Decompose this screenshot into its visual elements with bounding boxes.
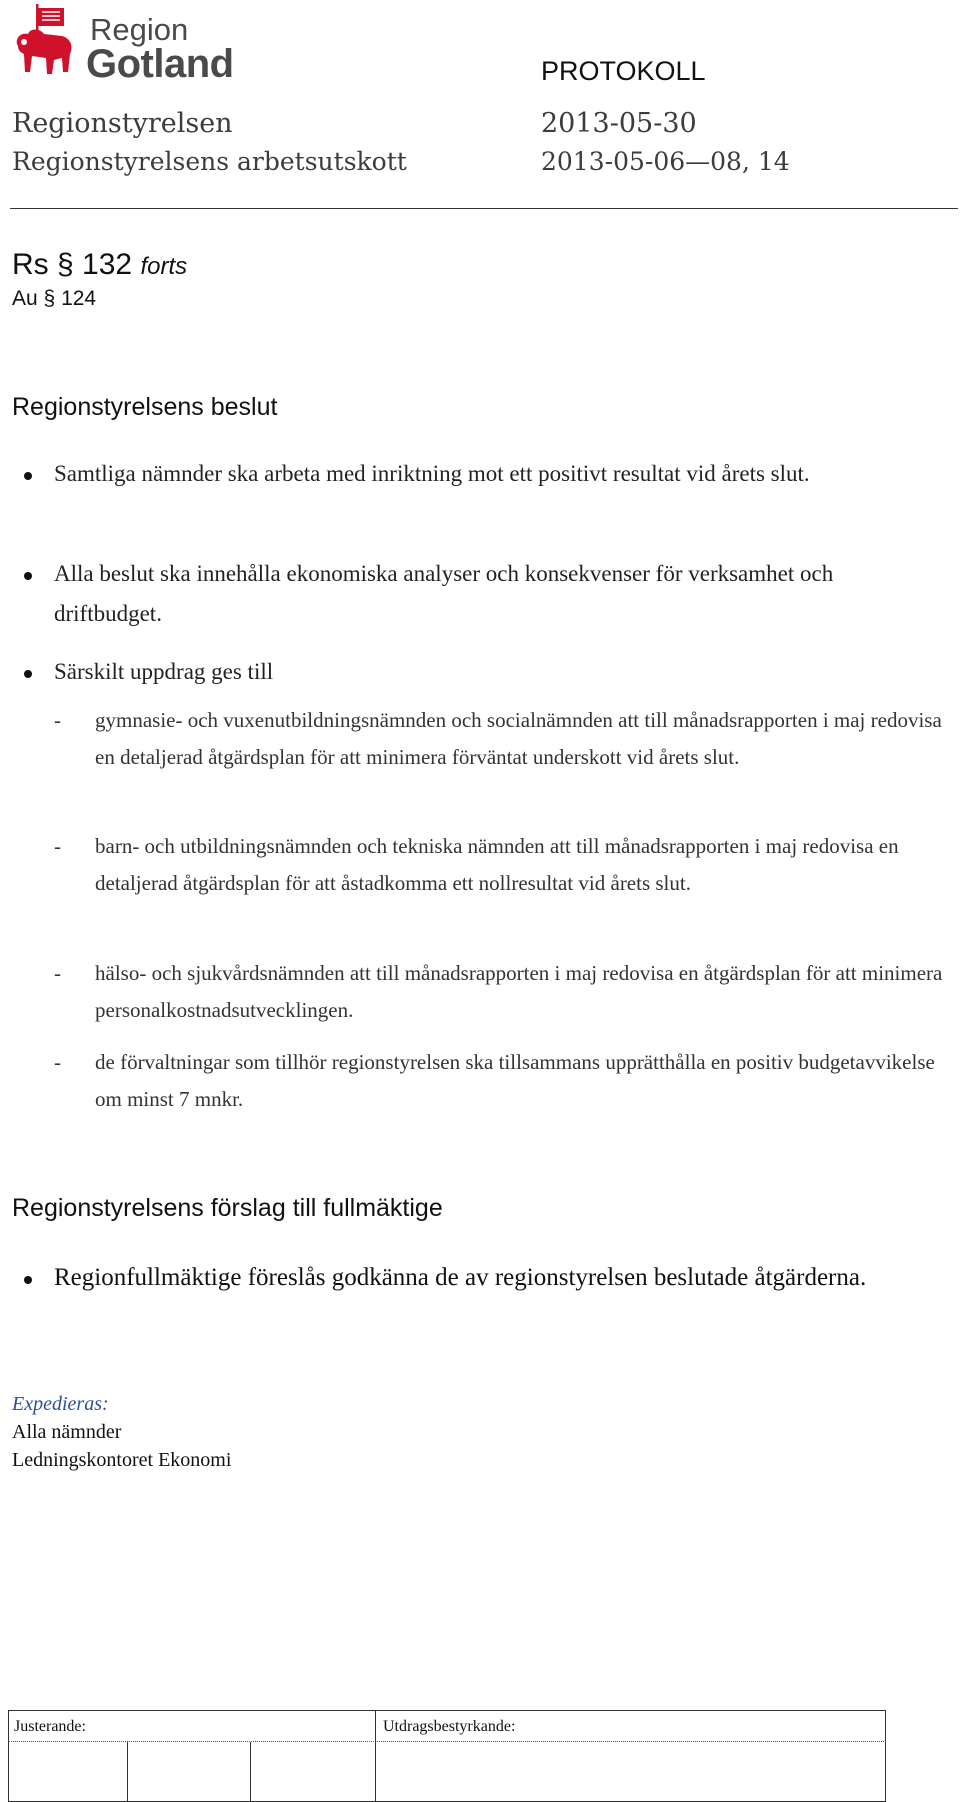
dash-marker: -	[54, 1050, 61, 1074]
au-prefix: Au	[12, 287, 38, 310]
recipient-item: Alla nämnder	[12, 1421, 122, 1443]
beslut-bullet: Samtliga nämnder ska arbeta med inriktning mot ett positivt resultat vid årets slut.	[54, 461, 810, 486]
header-divider	[10, 208, 958, 209]
expedieras-label: Expedieras:	[12, 1393, 109, 1415]
forslag-bullet: Regionfullmäktige föreslås godkänna de av regionstyrelsen beslutade åtgärderna.	[54, 1264, 867, 1291]
au-reference	[12, 288, 96, 309]
ram-emblem-icon	[17, 4, 72, 74]
utdragsbestyrkande-label: Utdragsbestyrkande:	[383, 1718, 516, 1735]
beslut-bullet: Särskilt uppdrag ges till	[54, 659, 274, 684]
logo-text-gotland: Gotland	[86, 42, 234, 86]
section-sign: §	[43, 287, 56, 310]
recipient-item: Ledningskontoret Ekonomi	[12, 1449, 232, 1471]
header-date-primary: 2013-05-30	[541, 108, 697, 139]
forslag-heading: Regionstyrelsens förslag till fullmäktige	[12, 1194, 443, 1222]
bullet-icon	[24, 1276, 32, 1284]
rs-suffix: forts	[140, 253, 188, 280]
paragraph-reference	[12, 250, 187, 280]
signature-cell-divider	[127, 1742, 128, 1802]
assignment-item: gymnasie- och vuxenutbildningsnämnden och socialnämnden att till månadsrapporten i maj redovisa en detaljerad åtgärdsplan för att minimera förväntat underskott vid årets slut.	[95, 708, 942, 769]
bullet-icon	[24, 572, 32, 580]
bullet-icon	[24, 670, 32, 678]
signature-cell-divider	[250, 1742, 251, 1802]
dash-marker: -	[54, 708, 61, 732]
assignment-item: hälso- och sjukvårdsnämnden att till månadsrapporten i maj redovisa en åtgärdsplan för att minimera personalkostnadsutvecklingen.	[95, 961, 943, 1022]
dash-marker: -	[54, 961, 61, 985]
signature-column-divider	[375, 1710, 376, 1802]
justerande-label: Justerande:	[14, 1718, 86, 1735]
beslut-heading: Regionstyrelsens beslut	[12, 393, 278, 421]
logo-text-region: Region	[90, 12, 189, 47]
au-number: 124	[61, 287, 97, 310]
dash-marker: -	[54, 834, 61, 858]
bullet-icon	[24, 472, 32, 480]
rs-prefix: Rs	[12, 248, 49, 281]
rs-number: 132	[82, 248, 133, 281]
header-body-secondary: Regionstyrelsens arbetsutskott	[12, 147, 407, 176]
assignment-item: barn- och utbildningsnämnden och tekniska nämnden att till månadsrapporten i maj redovisa en detaljerad åtgärdsplan för att åstadkomma ett nollresultat vid årets slut.	[95, 834, 899, 895]
document-type: PROTOKOLL	[541, 56, 706, 86]
assignment-item: de förvaltningar som tillhör regionstyrelsen ska tillsammans upprätthålla en positiv budgetavvikelse om minst 7 mnkr.	[95, 1050, 935, 1111]
header-date-secondary: 2013-05-06—08, 14	[541, 147, 790, 176]
beslut-bullet: Alla beslut ska innehålla ekonomiska analyser och konsekvenser för verksamhet och driftbudget.	[54, 561, 834, 626]
section-sign: §	[57, 248, 74, 281]
header-body-primary: Regionstyrelsen	[12, 108, 233, 139]
